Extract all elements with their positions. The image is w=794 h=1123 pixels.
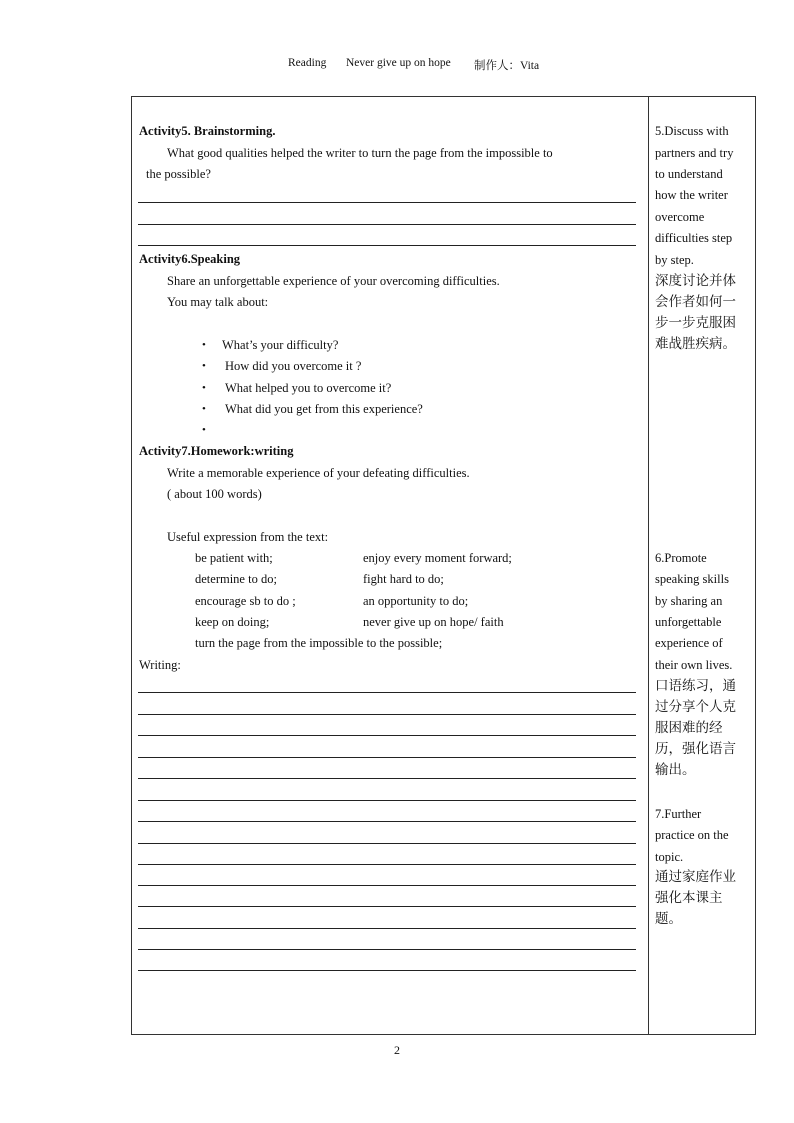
talk-point: What did you get from this experience? bbox=[225, 402, 423, 416]
bullet-dot: • bbox=[202, 403, 206, 415]
bullet-dot: • bbox=[202, 382, 206, 394]
expression-right: an opportunity to do; bbox=[363, 594, 469, 608]
column-divider bbox=[648, 96, 649, 1035]
expression-right: enjoy every moment forward; bbox=[363, 551, 512, 565]
side-note-line: 7.Further bbox=[655, 807, 702, 821]
side-note-cn-line: 难战胜疾病。 bbox=[655, 336, 736, 352]
side-note-line: 5.Discuss with bbox=[655, 124, 729, 138]
expression-left: keep on doing; bbox=[195, 615, 270, 629]
bullet-dot: • bbox=[202, 360, 206, 372]
side-note-line: 6.Promote bbox=[655, 551, 707, 565]
talk-point: How did you overcome it ? bbox=[225, 359, 362, 373]
activity7-line2: ( about 100 words) bbox=[167, 487, 262, 501]
writing-line bbox=[138, 885, 636, 886]
writing-line bbox=[138, 928, 636, 929]
writing-label: Writing: bbox=[139, 658, 181, 672]
writing-line bbox=[138, 757, 636, 758]
writing-line bbox=[138, 843, 636, 844]
expression-last: turn the page from the impossible to the possible; bbox=[195, 636, 443, 650]
side-note-line: partners and try bbox=[655, 146, 734, 160]
side-note-line: to understand bbox=[655, 167, 723, 181]
expression-left: be patient with; bbox=[195, 551, 273, 565]
activity7-line1: Write a memorable experience of your defeating difficulties. bbox=[167, 466, 470, 480]
activity5-question-line1: What good qualities helped the writer to turn the page from the impossible to bbox=[167, 146, 553, 160]
writing-line bbox=[138, 714, 636, 715]
side-note-line: practice on the bbox=[655, 828, 729, 842]
side-note-cn-line: 口语练习，通 bbox=[655, 678, 736, 694]
side-note-cn-line: 输出。 bbox=[655, 762, 696, 778]
side-note-cn-line: 会作者如何一 bbox=[655, 294, 736, 310]
writing-line bbox=[138, 778, 636, 779]
side-note-line: how the writer bbox=[655, 188, 728, 202]
page-number: 2 bbox=[394, 1043, 400, 1057]
expression-right: never give up on hope/ faith bbox=[363, 615, 504, 629]
activity7-title: Activity7.Homework:writing bbox=[139, 444, 294, 458]
side-note-cn-line: 通过家庭作业 bbox=[655, 869, 736, 885]
side-note-cn-line: 服困难的经 bbox=[655, 720, 723, 736]
writing-line bbox=[138, 692, 636, 693]
writing-line bbox=[138, 735, 636, 736]
writing-line bbox=[138, 906, 636, 907]
answer-line bbox=[138, 202, 636, 203]
activity6-title: Activity6.Speaking bbox=[139, 252, 241, 266]
side-note-line: difficulties step bbox=[655, 231, 733, 245]
side-note-cn-line: 强化本课主 bbox=[655, 890, 723, 906]
writing-line bbox=[138, 821, 636, 822]
expression-left: determine to do; bbox=[195, 572, 277, 586]
side-note-cn-line: 历，强化语言 bbox=[655, 741, 736, 757]
answer-line bbox=[138, 245, 636, 246]
bullet-dot: • bbox=[202, 339, 206, 351]
activity6-line2: You may talk about: bbox=[167, 295, 269, 309]
side-note-line: speaking skills bbox=[655, 572, 729, 586]
bullet-dot: • bbox=[202, 424, 206, 436]
answer-line bbox=[138, 224, 636, 225]
side-note-cn-line: 题。 bbox=[655, 911, 682, 927]
side-note-cn-line: 步一步克服困 bbox=[655, 315, 736, 331]
expression-right: fight hard to do; bbox=[363, 572, 444, 586]
header-middle: Never give up on hope bbox=[346, 57, 451, 69]
side-note-line: unforgettable bbox=[655, 615, 722, 629]
activity5-question-line2: the possible? bbox=[146, 167, 211, 181]
header-right: 制作人：Vita bbox=[474, 60, 540, 72]
side-note-cn-line: 过分享个人克 bbox=[655, 699, 736, 715]
talk-point: What helped you to overcome it? bbox=[225, 381, 392, 395]
side-note-cn-line: 深度讨论并体 bbox=[655, 273, 736, 289]
writing-line bbox=[138, 864, 636, 865]
useful-expressions-title: Useful expression from the text: bbox=[167, 530, 329, 544]
header-left: Reading bbox=[288, 57, 327, 69]
side-note-line: topic. bbox=[655, 850, 684, 864]
expression-left: encourage sb to do ; bbox=[195, 594, 296, 608]
activity5-title: Activity5. Brainstorming. bbox=[139, 124, 276, 138]
activity6-line1: Share an unforgettable experience of your overcoming difficulties. bbox=[167, 274, 500, 288]
page-header bbox=[0, 57, 794, 73]
writing-line bbox=[138, 800, 636, 801]
side-note-line: overcome bbox=[655, 210, 705, 224]
side-note-line: by sharing an bbox=[655, 594, 723, 608]
side-note-line: their own lives. bbox=[655, 658, 733, 672]
side-note-line: experience of bbox=[655, 636, 723, 650]
writing-line bbox=[138, 970, 636, 971]
writing-line bbox=[138, 949, 636, 950]
talk-point: What’s your difficulty? bbox=[222, 338, 339, 352]
side-note-line: by step. bbox=[655, 253, 694, 267]
